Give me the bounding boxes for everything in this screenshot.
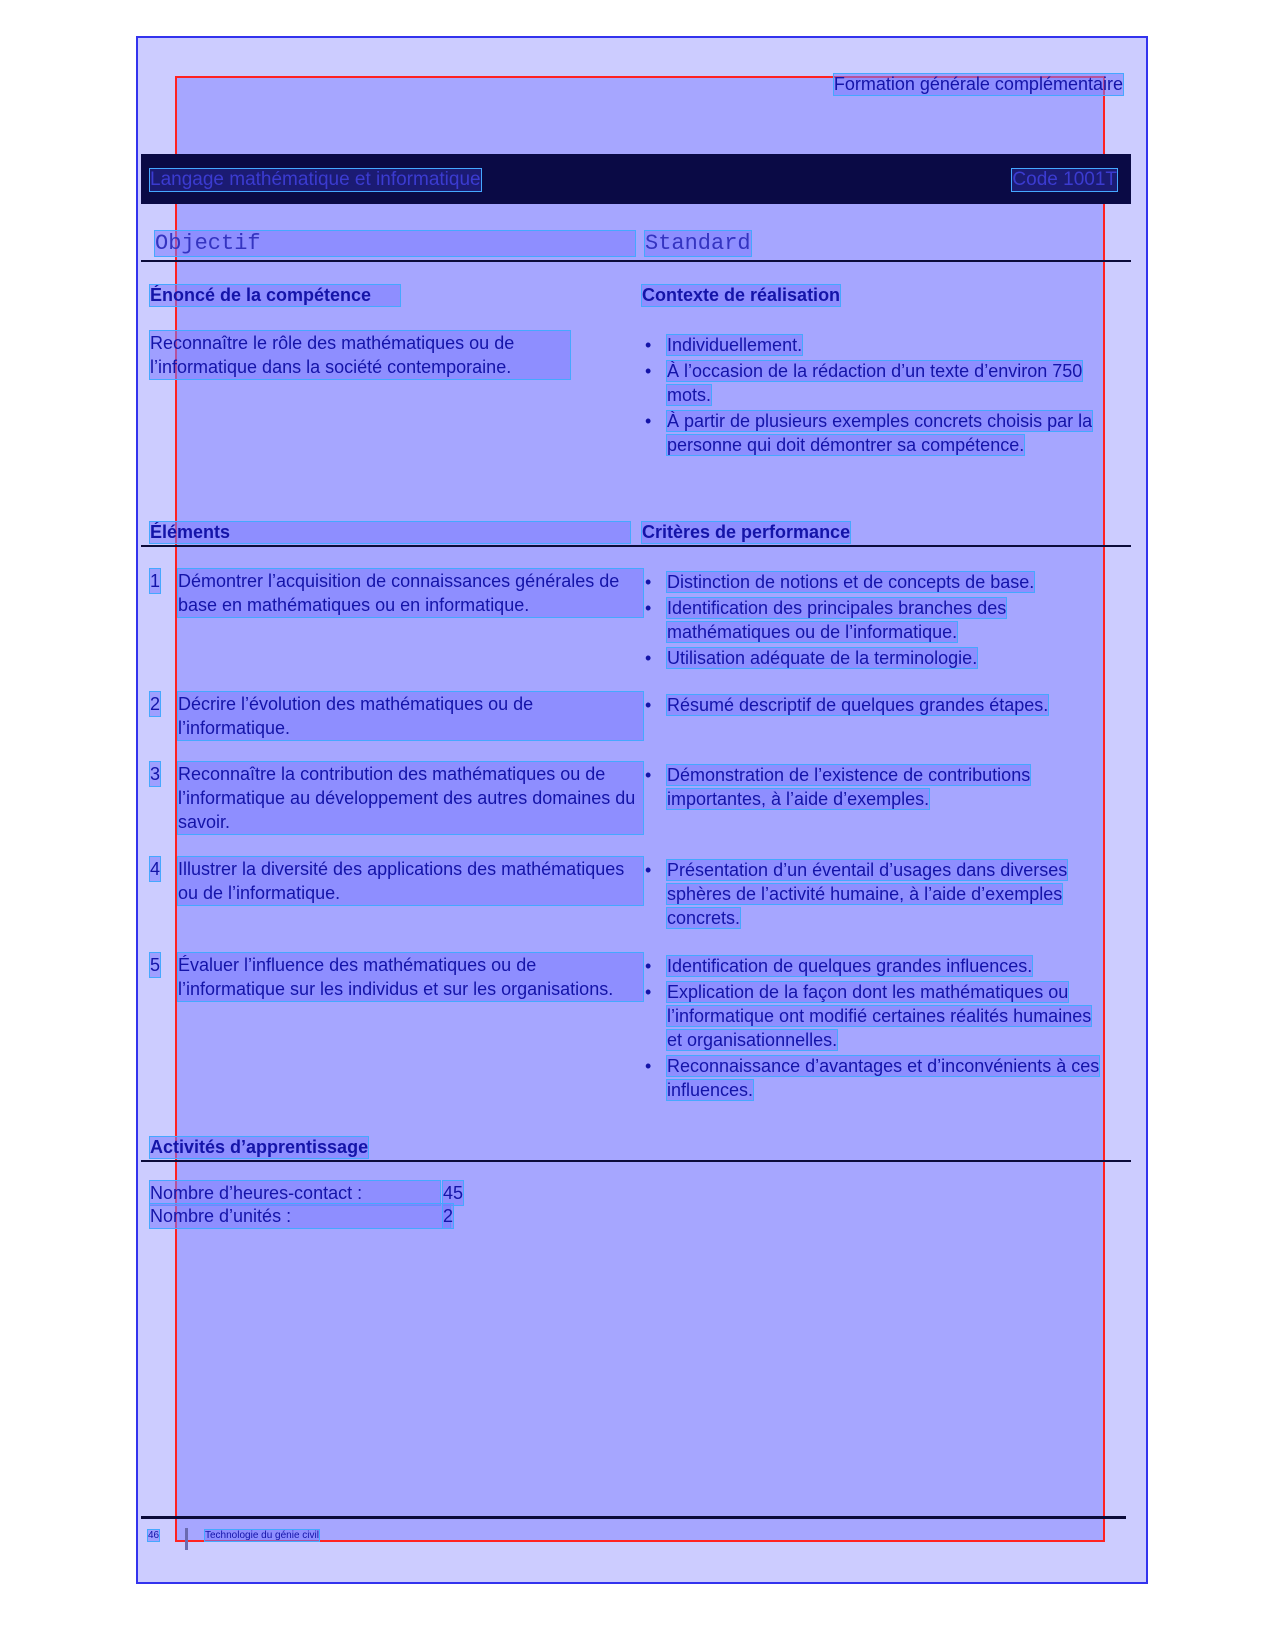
activities-heading: Activités d’apprentissage [150,1137,369,1157]
criterion: • Explication de la façon dont les mathématiques ou l’informatique ont modifié certaines réalités humaines et organisationnelles. [645,980,1105,1052]
divider [141,1160,1131,1162]
hours-label: Nombre d’heures-contact : [150,1181,440,1205]
competence-heading: Énoncé de la compétence [150,285,400,306]
criteria-heading: Critères de performance [642,522,851,542]
divider [141,545,1131,547]
hours-value: 45 [443,1183,464,1203]
context-list [645,333,1105,459]
criteria-list [645,570,1105,672]
element-number: 5 [150,955,161,975]
footer-rule [141,1516,1126,1519]
hours-row [150,1181,450,1205]
criterion: • Identification des principales branches des mathématiques ou de l’informatique. [645,596,1105,644]
criterion: • Identification de quelques grandes influences. [645,954,1105,978]
element-text: Démontrer l’acquisition de connaissances générales de base en mathématiques ou en informatique. [178,569,643,617]
criteria-list [645,954,1105,1104]
course-code: Code 1001T [1012,169,1117,190]
element-text: Évaluer l’influence des mathématiques ou de l’informatique sur les individus et sur les organisations. [178,953,643,1001]
criteria-list [645,763,1105,813]
criterion: • Distinction de notions et de concepts de base. [645,570,1105,594]
context-item: • Individuellement. [645,333,1105,357]
criteria-list [645,693,1105,719]
criteria-list [645,858,1105,932]
element-number: 3 [150,764,161,784]
criterion: • Démonstration de l’existence de contributions importantes, à l’aide d’exemples. [645,763,1105,811]
criterion: • Reconnaissance d’avantages et d’inconvénients à ces influences. [645,1054,1105,1102]
footer-separator [185,1528,188,1550]
criterion: • Résumé descriptif de quelques grandes étapes. [645,693,1105,717]
divider [141,260,1131,262]
column-heading-objectif: Objectif [155,231,635,256]
element-text: Décrire l’évolution des mathématiques ou de l’informatique. [178,692,643,740]
criterion: • Présentation d’un éventail d’usages dans diverses sphères de l’activité humaine, à l’aide d’exemples concrets. [645,858,1105,930]
element-text: Illustrer la diversité des applications des mathématiques ou de l’informatique. [178,857,643,905]
units-row [150,1204,450,1228]
footer-text: Technologie du génie civil [205,1530,319,1541]
running-header: Formation générale complémentaire [833,74,1123,94]
units-value: 2 [443,1206,454,1226]
element-text: Reconnaître la contribution des mathématiques ou de l’informatique au développement des autres domaines du savoir. [178,762,643,834]
context-heading: Contexte de réalisation [642,285,841,305]
criterion: • Utilisation adéquate de la terminologie. [645,646,1105,670]
column-heading-standard: Standard [645,231,751,256]
page-number: 46 [148,1530,160,1541]
element-number: 2 [150,694,161,714]
units-label: Nombre d’unités : [150,1204,450,1228]
element-number: 4 [150,859,161,879]
element-number: 1 [150,571,161,591]
context-item: • À l’occasion de la rédaction d’un texte d’environ 750 mots. [645,359,1105,407]
course-title: Langage mathématique et informatique [150,169,481,190]
elements-heading: Éléments [150,522,630,543]
competence-statement: Reconnaître le rôle des mathématiques ou de l’informatique dans la société contemporaine. [150,331,570,379]
context-item: • À partir de plusieurs exemples concrets choisis par la personne qui doit démontrer sa compétence. [645,409,1105,457]
